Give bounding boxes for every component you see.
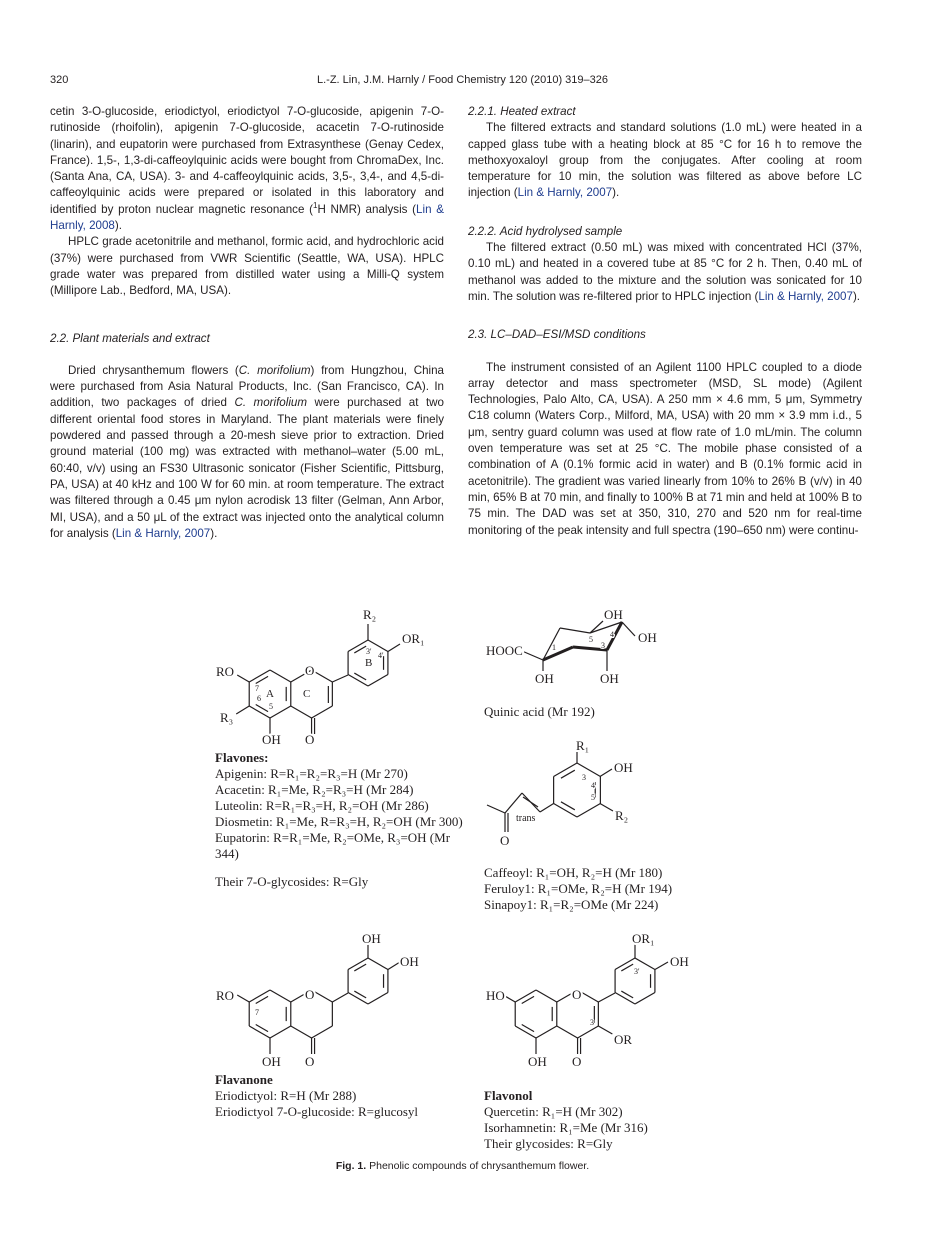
bond [332,993,348,1002]
text: ) from Hungzhou, China were purchased from Asia Natural Products, Inc. (San Francisco, CA). In addition, two packages of dried [50,363,444,410]
bond [249,670,270,682]
bond [348,640,368,652]
section-heading: 2.3. LC–DAD–ESI/MSD conditions [468,328,646,342]
bond [554,763,577,777]
species-name: C. morifolium [234,396,308,410]
position-number: 1 [552,643,556,652]
atom-label: RO [216,988,235,1003]
position-number: 3 [582,773,586,782]
atom-label: OH [400,954,419,969]
bond [388,644,400,652]
bond [312,670,333,682]
atom-label: R₁ [576,738,590,753]
figure-caption [0,1160,925,1172]
bond [622,622,635,636]
bond [515,1026,536,1038]
text: The filtered extracts and standard solutions (1.0 mL) were heated in a capped glass tube with a heating block at 85 °C for 16 h to remove the methoxyoxaloyl group from the conjugates. After cooling at room temperature for 10 min, the solution was filtered as above before LC injection ( [468,121,862,200]
position-number: 3 [590,1018,594,1027]
flavonol-structure [486,931,689,1069]
page-number: 320 [50,74,69,86]
position-number: 3' [634,967,640,976]
legend-line: Luteolin: R=R₁=R₃=H, R₂=OH (Mr 286) [215,798,429,813]
legend-line: Apigenin: R=R₁=R₂=R₃=H (Mr 270) [215,766,408,781]
legend-line: Acacetin: R₁=Me, R₂=R₃=H (Mr 284) [215,782,414,797]
legend-line: Quercetin: R₁=H (Mr 302) [484,1104,623,1119]
bond [291,706,312,718]
atom-label: O [572,987,582,1002]
superscript: 1 [313,200,318,210]
atom-label: OR₁ [632,931,655,946]
text: ). [612,186,620,200]
atom-label: OH [535,671,554,686]
legend-line: Diosmetin: R₁=Me, R=R₃=H, R₂=OH (Mr 300) [215,814,463,829]
atom-label: HO [486,988,505,1003]
citation-link[interactable]: Lin & Harnly, 2007 [115,526,211,540]
bond [368,993,388,1005]
section-heading: 2.2. Plant materials and extract [50,331,210,345]
bond [368,958,388,970]
atom-label: OH [262,732,281,747]
position-number: 3' [366,647,372,656]
bond [635,993,655,1005]
position-number: 4 [591,781,595,790]
bond [598,993,615,1002]
bond [236,706,249,714]
bond [503,995,515,1002]
legend-line: Their glycosides: R=Gly [484,1136,613,1151]
bond [554,804,577,818]
citation-link[interactable]: Lin & Harnly, 2007 [517,186,613,200]
position-number: 4 [610,630,614,639]
flavonol-legend [484,1088,648,1152]
subsection-heading: 2.2.1. Heated extract [468,105,576,118]
subsection-heading: 2.2.2. Acid hydrolysed sample [468,224,623,238]
text: ). [210,526,218,540]
bond [348,958,368,970]
flavones-legend [215,750,463,890]
bond [487,805,505,813]
citation-link[interactable]: Lin & Harnly, 2008 [50,202,444,233]
atom-label: O [305,987,315,1002]
bond [312,706,333,718]
bond [270,990,291,1002]
text: Dried chrysanthemum flowers ( [68,363,239,377]
bond [270,706,291,718]
quinic-acid-label: Quinic acid (Mr 192) [484,704,595,719]
position-number: 6 [257,694,261,703]
atom-label: HOOC [486,643,523,658]
bond [348,993,368,1005]
bond [577,804,600,818]
cinnamoyl-structure [500,738,633,848]
legend-line: 344) [215,846,239,861]
bond [270,670,291,682]
citation-link[interactable]: Lin & Harnly, 2007 [758,289,853,303]
bond [515,990,536,1002]
bond [523,797,538,807]
bond [615,993,635,1005]
ring-label: B [365,657,373,669]
text: cetin 3-O-glucoside, eriodictyol, eriodictyol 7-O-glucoside, apigenin 7-O-rutinoside (rhoifolin), apigenin 7-O-glucoside, acacetin 7-O-rutinoside (linarin), and eupatorin were purchased from Extrasynthese (Genay Cedex, France). 1,5-, 1,3-di-caffeoylquinic acids were bought from ChromaDex, Inc. (Santa Ana, CA, USA). 3- and 4-caffeoylquinic acids, 3,5-, 3,4-, and 4,5-di-caffeoylquinic acids were prepared or isolated in this laboratory and identified by proton nuclear magnetic resonance ( [50,105,444,216]
bond [540,804,554,813]
legend-line: Caffeoyl: R₁=OH, R₂=H (Mr 180) [484,865,663,880]
bond [536,1026,557,1038]
bond [536,990,557,1002]
position-number: 7 [255,684,259,693]
atom-label: OH [614,760,633,775]
bond [237,675,249,682]
legend-line: Isorhamnetin: R₁=Me (Mr 316) [484,1120,648,1135]
bond [560,628,590,633]
bond [388,962,400,970]
atom-label: RO [216,664,235,679]
legend-line: Eupatorin: R=R₁=Me, R₂=OMe, R₃=OH (Mr [215,830,451,845]
bond [312,1026,333,1038]
legend-line: Eriodictyol: R=H (Mr 288) [215,1088,357,1103]
text: were purchased at two different oriental food stores in Maryland. The plant materials were finely powdered and passed through a 20-mesh sieve prior to extraction. Dried ground material (100 mg) was extracted with methanol–water (5.00 mL, 60:40, v/v) using an FS30 Ultrasonic sonicator (Fisher Scientific, Pittsburg, PA, USA) at 40 kHz and 100 W for 60 min. at room temperature. The extract was filtered through a 0.45 μm nylon acrodisk 13 filter (Gelman, Ann Arbor, MI, USA), and a 50 μL of the extract was injected onto the analytical column for analysis ( [50,396,444,540]
bond [577,763,600,777]
legend-line: Eriodictyol 7-O-glucoside: R=glucosyl [215,1104,419,1119]
bond [332,675,348,682]
ring-label: C [303,688,311,700]
atom-label: R₂ [363,607,377,622]
atom-label: OH [638,630,657,645]
bond [598,1026,612,1034]
stereo-label: trans [516,813,536,824]
legend-title: Flavones: [215,750,269,765]
flavone-structure [216,607,425,747]
caption-label: Fig. 1. [335,1160,367,1172]
species-name: C. morifolium [238,363,311,377]
caption-text: Phenolic compounds of chrysanthemum flower. [366,1160,590,1172]
atom-label: OH [262,1054,281,1069]
atom-label: OR [614,1032,633,1047]
legend-title: Flavanone [215,1072,273,1087]
text: H NMR) analysis ( [317,202,417,216]
bond [249,1026,270,1038]
position-number: 5 [589,635,593,644]
bond [368,675,388,687]
position-number: 5 [269,702,273,711]
text: ). [852,289,861,303]
bond [348,675,368,687]
bond [237,995,249,1002]
atom-label: OH [362,931,381,946]
position-number: 3 [601,641,605,650]
flavanone-legend [215,1072,418,1120]
legend-line: Their 7-O-glycosides: R=Gly [215,874,369,889]
running-title: L.-Z. Lin, J.M. Harnly / Food Chemistry 120 (2010) 319–326 [316,74,609,86]
position-number: 7 [255,1008,259,1017]
bond [291,1026,312,1038]
bond [312,990,333,1002]
atom-label: OR₁ [402,631,425,646]
ring-label: A [266,688,274,700]
atom-label: O [305,1054,315,1069]
atom-label: R₂ [615,808,629,823]
atom-label: OH [600,671,619,686]
atom-label: O [572,1054,582,1069]
atom-label: R₃ [220,710,234,725]
legend-line: Sinapoy1: R₁=R₂=OMe (Mr 224) [484,897,659,912]
bond [249,990,270,1002]
bond [522,651,543,660]
bond [543,647,573,660]
cinnamoyl-legend [484,865,672,913]
atom-label: O [305,663,315,678]
text: The filtered extract (0.50 mL) was mixed with concentrated HCl (37%, 0.10 mL) and heated in a covered tube at 85 °C for 2 h. Then, 0.40 mL of methanol was added to the mixture and the solution was sonicated for 10 min. The solution was re-filtered prior to HPLC injection ( [468,241,862,303]
paragraph: HPLC grade acetonitrile and methanol, formic acid, and hydrochloric acid (37%) were purchased from VWR Scientific (Seattle, WA, USA). HPLC grade water was prepared from distilled water using a Milli-Q system (Millipore Lab., Bedford, MA, USA). [50,235,444,298]
legend-line: Feruloy1: R₁=OMe, R₂=H (Mr 194) [484,881,673,896]
atom-label: O [305,732,315,747]
bond [249,706,270,718]
text: ). [114,219,122,233]
bond [615,958,635,970]
atom-label: O [500,833,510,848]
atom-label: OH [604,607,623,622]
bond [655,962,668,970]
position-number: 4' [378,651,384,660]
bond [600,769,612,777]
paragraph: The instrument consisted of an Agilent 1100 HPLC coupled to a diode array detector and mass spectrometer (MSD, SL mode) (Agilent Technologies, Palo Alto, CA, USA). A 250 mm × 4.6 mm, 5 μm, Symmetry C18 column (Waters Corp., Milford, MA, USA) with 20 mm × 3.9 mm i.d., 5 μm, sentry guard column was used at flow rate of 1.0 mL/min. The column oven temperature was set at 25 °C. The mobile phase consisted of a combination of A (0.1% formic acid in water) and B (0.1% formic acid in acetonitrile). The gradient was varied linearly from 10% to 26% B (v/v) in 40 min, 65% B at 70 min, and finally to 100% B at 71 min and held at 100% B to 75 min. The DAD was set at 350, 310, 270 and 520 nm for real-time monitoring of the peak intensity and full spectra (190–650 nm) were continu- [468,360,862,537]
bond [557,1026,578,1038]
bond [578,1026,599,1038]
bond [505,793,522,813]
position-number: 5 [591,793,595,802]
atom-label: OH [528,1054,547,1069]
bond [270,1026,291,1038]
atom-label: OH [670,954,689,969]
bond [600,804,613,812]
legend-title: Flavonol [484,1088,533,1103]
